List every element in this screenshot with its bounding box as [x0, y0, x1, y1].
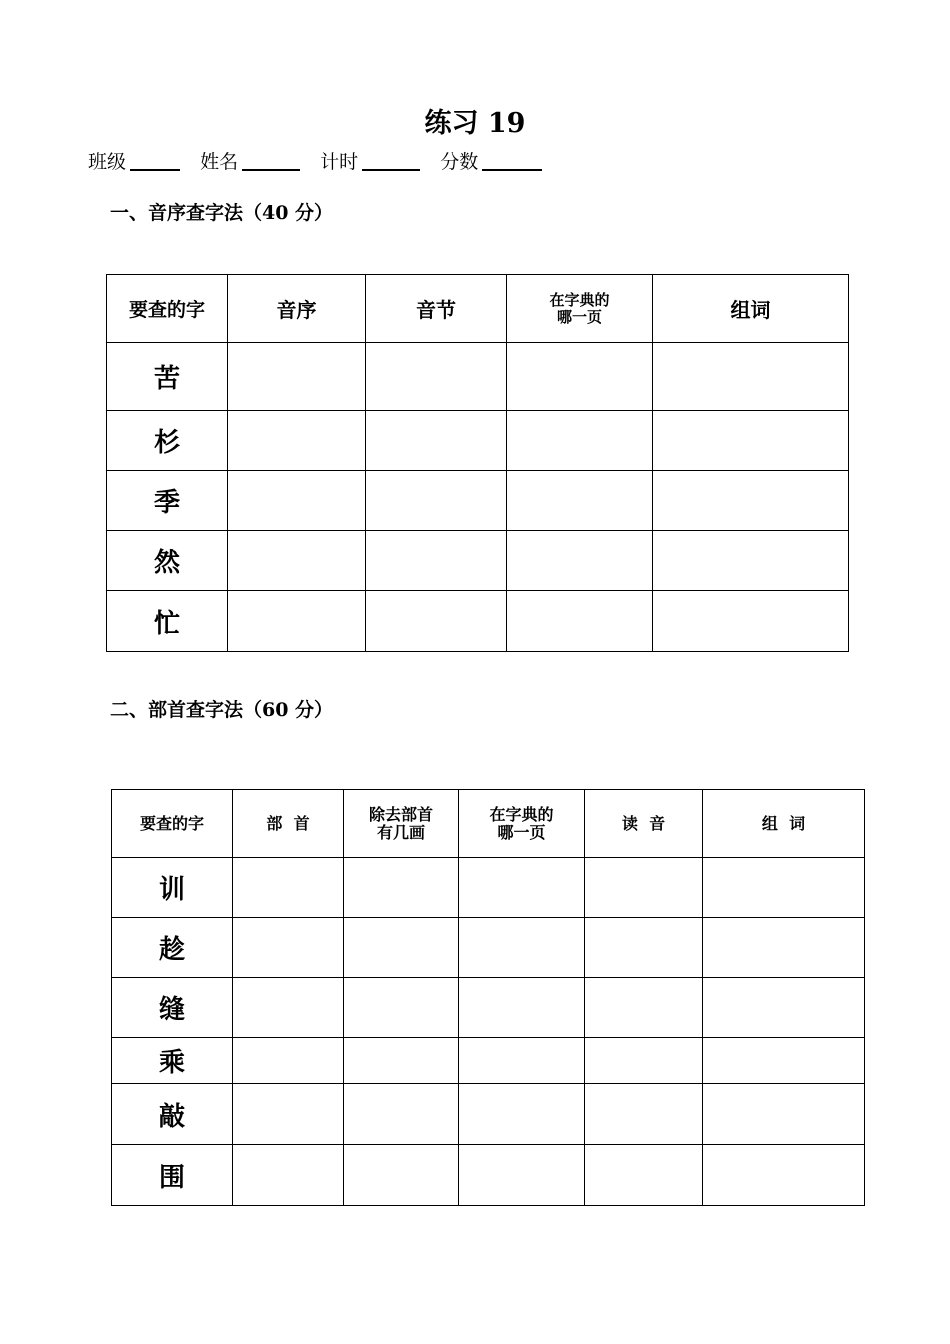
answer-cell[interactable]: [703, 978, 865, 1038]
answer-cell[interactable]: [653, 591, 849, 652]
section2-heading: 二、部首查字法（60 分）: [110, 699, 334, 721]
answer-cell[interactable]: [507, 343, 653, 411]
table-row: [107, 531, 849, 591]
lookup-char: 杉: [107, 411, 228, 471]
table-header-row: [112, 790, 865, 858]
answer-cell[interactable]: [585, 858, 703, 918]
table-row: [112, 918, 865, 978]
answer-cell[interactable]: [228, 591, 366, 652]
answer-cell[interactable]: [703, 858, 865, 918]
score-field: [440, 148, 542, 176]
table-header-row: [107, 275, 849, 343]
score-label: 分数: [440, 151, 479, 173]
header-word: 组 词: [703, 790, 865, 858]
header-pronunciation: 读 音: [585, 790, 703, 858]
table-row: [107, 591, 849, 652]
answer-cell[interactable]: [653, 471, 849, 531]
answer-cell[interactable]: [344, 918, 459, 978]
answer-cell[interactable]: [653, 411, 849, 471]
header-page: 在字典的 哪一页: [507, 275, 653, 343]
score-blank[interactable]: [482, 149, 542, 171]
table-row: [112, 1145, 865, 1206]
name-field: [200, 148, 300, 176]
time-field: [320, 148, 420, 176]
answer-cell[interactable]: [233, 918, 344, 978]
answer-cell[interactable]: [703, 1145, 865, 1206]
answer-cell[interactable]: [344, 1084, 459, 1145]
answer-cell[interactable]: [228, 343, 366, 411]
header-phonetic-order: 音序: [228, 275, 366, 343]
answer-cell[interactable]: [233, 1084, 344, 1145]
table-row: [112, 978, 865, 1038]
answer-cell[interactable]: [507, 471, 653, 531]
answer-cell[interactable]: [228, 531, 366, 591]
answer-cell[interactable]: [344, 978, 459, 1038]
lookup-char: 敲: [112, 1084, 233, 1145]
table-row: [107, 411, 849, 471]
lookup-char: 忙: [107, 591, 228, 652]
answer-cell[interactable]: [344, 858, 459, 918]
header-target-char: 要查的字: [107, 275, 228, 343]
answer-cell[interactable]: [344, 1038, 459, 1084]
answer-cell[interactable]: [703, 918, 865, 978]
lookup-char: 苦: [107, 343, 228, 411]
answer-cell[interactable]: [344, 1145, 459, 1206]
answer-cell[interactable]: [507, 591, 653, 652]
answer-cell[interactable]: [585, 1145, 703, 1206]
answer-cell[interactable]: [459, 978, 585, 1038]
header-target-char: 要查的字: [112, 790, 233, 858]
lookup-char: 趁: [112, 918, 233, 978]
radical-lookup-table: [111, 789, 865, 1206]
table-row: [107, 471, 849, 531]
answer-cell[interactable]: [228, 471, 366, 531]
answer-cell[interactable]: [459, 858, 585, 918]
answer-cell[interactable]: [233, 1145, 344, 1206]
answer-cell[interactable]: [507, 531, 653, 591]
answer-cell[interactable]: [585, 1084, 703, 1145]
header-page: 在字典的 哪一页: [459, 790, 585, 858]
answer-cell[interactable]: [459, 1038, 585, 1084]
table-row: [112, 1038, 865, 1084]
answer-cell[interactable]: [228, 411, 366, 471]
answer-cell[interactable]: [233, 858, 344, 918]
lookup-char: 训: [112, 858, 233, 918]
table-row: [107, 343, 849, 411]
answer-cell[interactable]: [459, 1145, 585, 1206]
header-radical: 部 首: [233, 790, 344, 858]
answer-cell[interactable]: [653, 343, 849, 411]
answer-cell[interactable]: [233, 1038, 344, 1084]
answer-cell[interactable]: [366, 591, 507, 652]
page-title: 练习 19: [424, 108, 526, 139]
pinyin-lookup-table: [106, 274, 849, 652]
time-label: 计时: [320, 151, 359, 173]
answer-cell[interactable]: [585, 978, 703, 1038]
lookup-char: 然: [107, 531, 228, 591]
answer-cell[interactable]: [653, 531, 849, 591]
name-blank[interactable]: [242, 149, 300, 171]
answer-cell[interactable]: [507, 411, 653, 471]
name-label: 姓名: [200, 151, 239, 173]
answer-cell[interactable]: [585, 1038, 703, 1084]
header-remaining-strokes: 除去部首 有几画: [344, 790, 459, 858]
student-info-line: [88, 148, 556, 176]
class-field: [88, 148, 180, 176]
answer-cell[interactable]: [459, 1084, 585, 1145]
header-syllable: 音节: [366, 275, 507, 343]
lookup-char: 围: [112, 1145, 233, 1206]
time-blank[interactable]: [362, 149, 420, 171]
answer-cell[interactable]: [233, 978, 344, 1038]
lookup-char: 季: [107, 471, 228, 531]
answer-cell[interactable]: [585, 918, 703, 978]
lookup-char: 缝: [112, 978, 233, 1038]
answer-cell[interactable]: [459, 918, 585, 978]
answer-cell[interactable]: [366, 471, 507, 531]
answer-cell[interactable]: [366, 531, 507, 591]
answer-cell[interactable]: [703, 1038, 865, 1084]
answer-cell[interactable]: [366, 343, 507, 411]
answer-cell[interactable]: [703, 1084, 865, 1145]
lookup-char: 乘: [112, 1038, 233, 1084]
table-row: [112, 858, 865, 918]
table-row: [112, 1084, 865, 1145]
header-word: 组词: [653, 275, 849, 343]
class-blank[interactable]: [130, 149, 180, 171]
answer-cell[interactable]: [366, 411, 507, 471]
section1-heading: 一、音序查字法（40 分）: [110, 202, 334, 224]
class-label: 班级: [88, 151, 127, 173]
